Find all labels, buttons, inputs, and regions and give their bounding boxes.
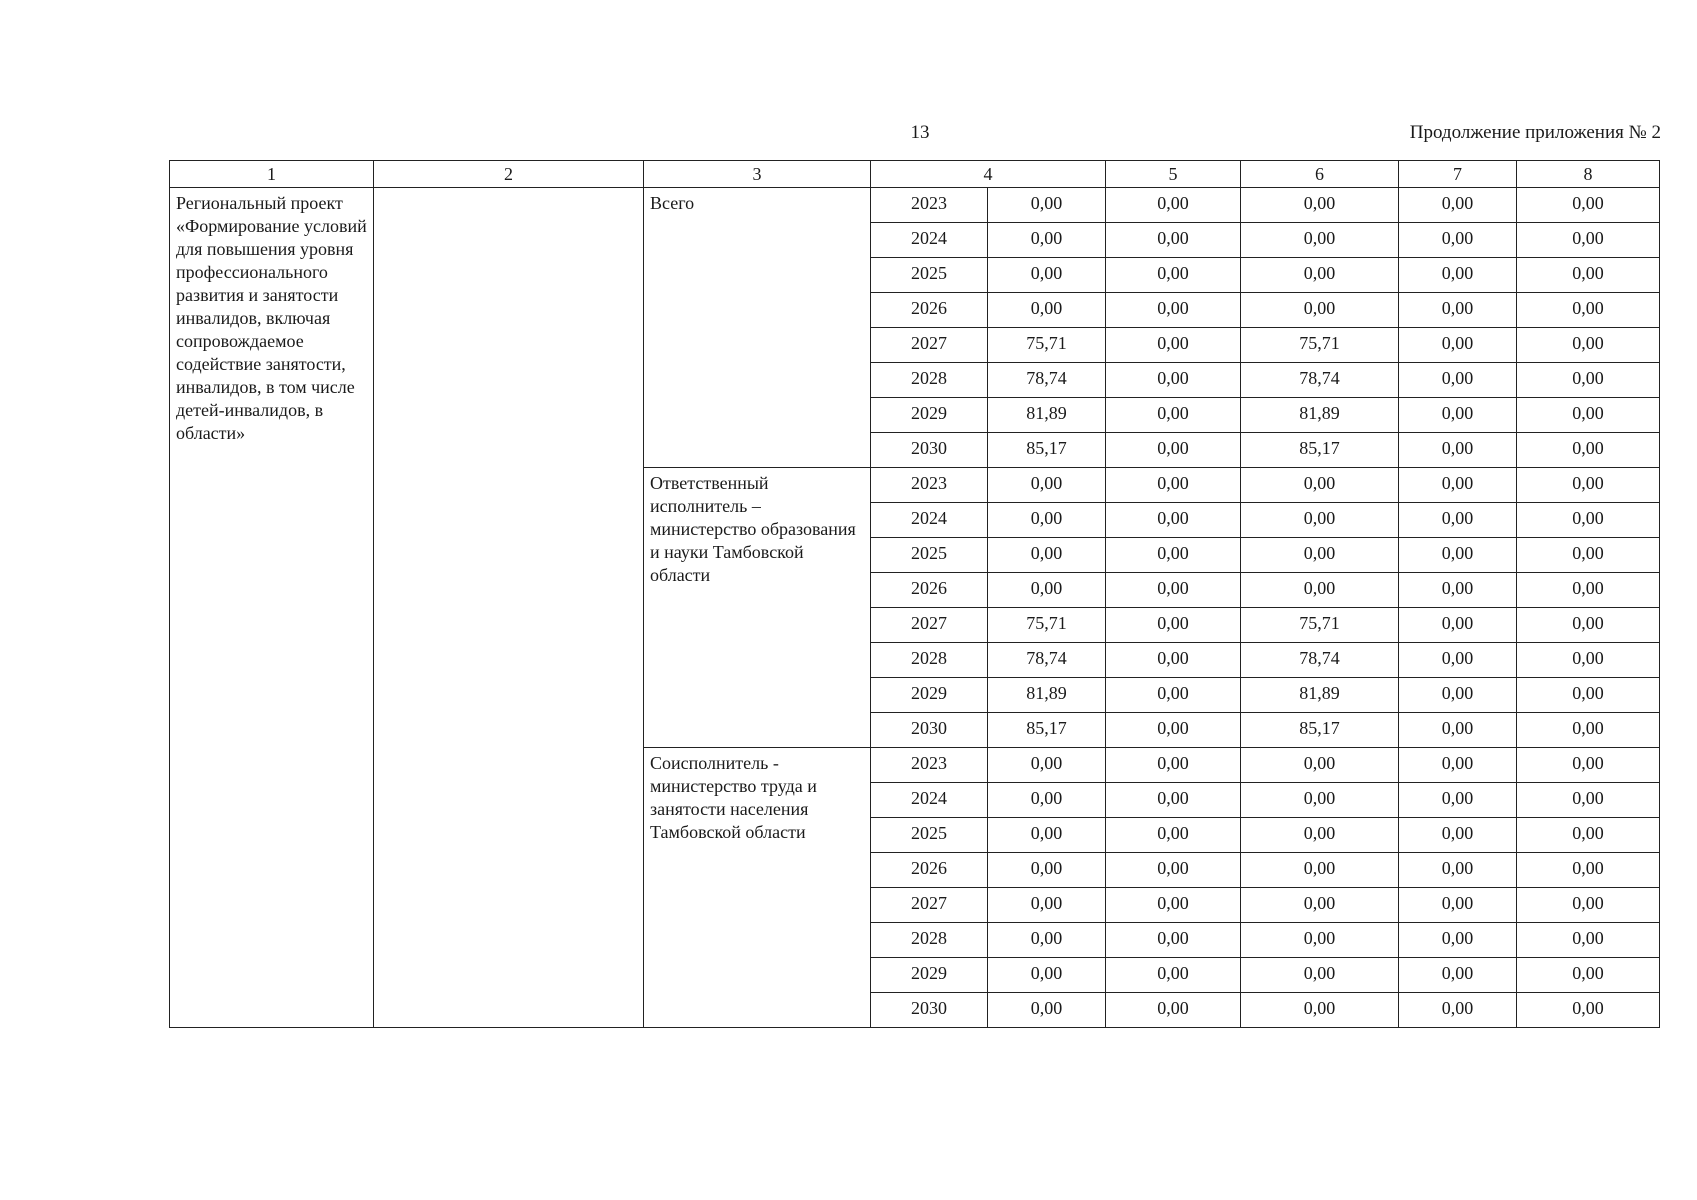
- column-4-value: 0,00: [988, 258, 1106, 293]
- column-4-value: 0,00: [988, 853, 1106, 888]
- column-header-2: 2: [374, 161, 644, 188]
- year-cell: 2026: [871, 853, 988, 888]
- column-8-value: 0,00: [1517, 223, 1660, 258]
- column-8-value: 0,00: [1517, 748, 1660, 783]
- column-4-value: 0,00: [988, 223, 1106, 258]
- year-cell: 2023: [871, 468, 988, 503]
- column-8-value: 0,00: [1517, 958, 1660, 993]
- column-7-value: 0,00: [1399, 713, 1517, 748]
- column-8-value: 0,00: [1517, 398, 1660, 433]
- column-5-value: 0,00: [1106, 538, 1241, 573]
- column-8-value: 0,00: [1517, 468, 1660, 503]
- column-6-value: 0,00: [1241, 468, 1399, 503]
- column-7-value: 0,00: [1399, 503, 1517, 538]
- column-6-value: 85,17: [1241, 713, 1399, 748]
- column-6-value: 78,74: [1241, 643, 1399, 678]
- column-5-value: 0,00: [1106, 853, 1241, 888]
- column-7-value: 0,00: [1399, 748, 1517, 783]
- year-cell: 2027: [871, 888, 988, 923]
- column-7-value: 0,00: [1399, 328, 1517, 363]
- year-cell: 2026: [871, 293, 988, 328]
- column-5-value: 0,00: [1106, 643, 1241, 678]
- column-7-value: 0,00: [1399, 923, 1517, 958]
- column-8-value: 0,00: [1517, 503, 1660, 538]
- column-4-value: 0,00: [988, 818, 1106, 853]
- column-7-value: 0,00: [1399, 573, 1517, 608]
- column-5-value: 0,00: [1106, 888, 1241, 923]
- column-6-value: 0,00: [1241, 258, 1399, 293]
- column-5-value: 0,00: [1106, 188, 1241, 223]
- column-7-value: 0,00: [1399, 433, 1517, 468]
- column-6-value: 81,89: [1241, 398, 1399, 433]
- column-7-value: 0,00: [1399, 888, 1517, 923]
- column-6-value: 0,00: [1241, 293, 1399, 328]
- year-cell: 2030: [871, 713, 988, 748]
- column-header-6: 6: [1241, 161, 1399, 188]
- column-4-value: 0,00: [988, 923, 1106, 958]
- column-4-value: 0,00: [988, 993, 1106, 1028]
- column-6-value: 78,74: [1241, 363, 1399, 398]
- column-7-value: 0,00: [1399, 853, 1517, 888]
- project-name-cell: Региональный проект «Формирование условий для повышения уровня профессионального развития и занятости инвалидов, включая сопровождаемое содействие занятости, инвалидов, в том числе детей-инвалидов, в области»: [170, 188, 374, 1028]
- column-8-value: 0,00: [1517, 188, 1660, 223]
- column-header-5: 5: [1106, 161, 1241, 188]
- column-4-value: 0,00: [988, 468, 1106, 503]
- year-cell: 2029: [871, 958, 988, 993]
- column-2-cell: [374, 188, 644, 1028]
- column-7-value: 0,00: [1399, 468, 1517, 503]
- column-8-value: 0,00: [1517, 818, 1660, 853]
- year-cell: 2025: [871, 258, 988, 293]
- column-8-value: 0,00: [1517, 363, 1660, 398]
- table-row: [170, 188, 1660, 223]
- column-6-value: 0,00: [1241, 888, 1399, 923]
- column-6-value: 81,89: [1241, 678, 1399, 713]
- group-label-cell: Всего: [644, 188, 871, 468]
- budget-table: [169, 160, 1660, 1028]
- column-5-value: 0,00: [1106, 398, 1241, 433]
- column-5-value: 0,00: [1106, 923, 1241, 958]
- column-5-value: 0,00: [1106, 468, 1241, 503]
- column-6-value: 0,00: [1241, 188, 1399, 223]
- column-8-value: 0,00: [1517, 293, 1660, 328]
- year-cell: 2029: [871, 398, 988, 433]
- column-4-value: 75,71: [988, 328, 1106, 363]
- column-6-value: 0,00: [1241, 223, 1399, 258]
- year-cell: 2024: [871, 503, 988, 538]
- column-5-value: 0,00: [1106, 573, 1241, 608]
- column-7-value: 0,00: [1399, 643, 1517, 678]
- column-5-value: 0,00: [1106, 258, 1241, 293]
- column-7-value: 0,00: [1399, 993, 1517, 1028]
- appendix-continuation-note: Продолжение приложения № 2: [1409, 122, 1661, 143]
- year-cell: 2023: [871, 748, 988, 783]
- column-4-value: 0,00: [988, 188, 1106, 223]
- year-cell: 2023: [871, 188, 988, 223]
- column-4-value: 0,00: [988, 293, 1106, 328]
- year-cell: 2028: [871, 643, 988, 678]
- column-6-value: 0,00: [1241, 923, 1399, 958]
- column-7-value: 0,00: [1399, 293, 1517, 328]
- column-5-value: 0,00: [1106, 713, 1241, 748]
- year-cell: 2028: [871, 923, 988, 958]
- column-4-value: 0,00: [988, 783, 1106, 818]
- column-7-value: 0,00: [1399, 363, 1517, 398]
- column-4-value: 78,74: [988, 643, 1106, 678]
- group-label-cell: Соисполнитель - министерство труда и занятости населения Тамбовской области: [644, 748, 871, 1028]
- column-5-value: 0,00: [1106, 293, 1241, 328]
- column-header-7: 7: [1399, 161, 1517, 188]
- column-5-value: 0,00: [1106, 433, 1241, 468]
- year-cell: 2027: [871, 328, 988, 363]
- column-5-value: 0,00: [1106, 783, 1241, 818]
- column-5-value: 0,00: [1106, 993, 1241, 1028]
- year-cell: 2025: [871, 818, 988, 853]
- column-5-value: 0,00: [1106, 958, 1241, 993]
- column-header-8: 8: [1517, 161, 1660, 188]
- column-5-value: 0,00: [1106, 328, 1241, 363]
- column-header-3: 3: [644, 161, 871, 188]
- column-4-value: 0,00: [988, 573, 1106, 608]
- column-7-value: 0,00: [1399, 958, 1517, 993]
- column-7-value: 0,00: [1399, 398, 1517, 433]
- column-8-value: 0,00: [1517, 993, 1660, 1028]
- column-5-value: 0,00: [1106, 678, 1241, 713]
- column-8-value: 0,00: [1517, 433, 1660, 468]
- year-cell: 2027: [871, 608, 988, 643]
- year-cell: 2029: [871, 678, 988, 713]
- column-header-1: 1: [170, 161, 374, 188]
- year-cell: 2024: [871, 783, 988, 818]
- column-6-value: 0,00: [1241, 818, 1399, 853]
- column-8-value: 0,00: [1517, 783, 1660, 818]
- column-7-value: 0,00: [1399, 818, 1517, 853]
- column-4-value: 0,00: [988, 503, 1106, 538]
- column-number-row: [170, 161, 1660, 188]
- column-8-value: 0,00: [1517, 608, 1660, 643]
- column-7-value: 0,00: [1399, 678, 1517, 713]
- column-8-value: 0,00: [1517, 328, 1660, 363]
- column-4-value: 0,00: [988, 538, 1106, 573]
- column-4-value: 0,00: [988, 888, 1106, 923]
- column-4-value: 0,00: [988, 748, 1106, 783]
- column-5-value: 0,00: [1106, 748, 1241, 783]
- column-6-value: 0,00: [1241, 748, 1399, 783]
- year-cell: 2026: [871, 573, 988, 608]
- column-header-4: 4: [871, 161, 1106, 188]
- column-6-value: 75,71: [1241, 608, 1399, 643]
- column-7-value: 0,00: [1399, 783, 1517, 818]
- column-8-value: 0,00: [1517, 853, 1660, 888]
- group-label-cell: Ответственный исполнитель – министерство образования и науки Тамбовской области: [644, 468, 871, 748]
- column-5-value: 0,00: [1106, 608, 1241, 643]
- page-number: 13: [910, 122, 930, 143]
- column-7-value: 0,00: [1399, 223, 1517, 258]
- column-8-value: 0,00: [1517, 573, 1660, 608]
- column-4-value: 81,89: [988, 678, 1106, 713]
- column-8-value: 0,00: [1517, 888, 1660, 923]
- year-cell: 2030: [871, 433, 988, 468]
- column-6-value: 0,00: [1241, 958, 1399, 993]
- column-8-value: 0,00: [1517, 538, 1660, 573]
- year-cell: 2025: [871, 538, 988, 573]
- column-5-value: 0,00: [1106, 363, 1241, 398]
- column-4-value: 0,00: [988, 958, 1106, 993]
- column-4-value: 85,17: [988, 433, 1106, 468]
- column-8-value: 0,00: [1517, 713, 1660, 748]
- column-8-value: 0,00: [1517, 923, 1660, 958]
- year-cell: 2030: [871, 993, 988, 1028]
- column-6-value: 0,00: [1241, 503, 1399, 538]
- year-cell: 2024: [871, 223, 988, 258]
- column-6-value: 0,00: [1241, 573, 1399, 608]
- year-cell: 2028: [871, 363, 988, 398]
- column-6-value: 85,17: [1241, 433, 1399, 468]
- column-8-value: 0,00: [1517, 643, 1660, 678]
- column-6-value: 0,00: [1241, 853, 1399, 888]
- column-6-value: 75,71: [1241, 328, 1399, 363]
- column-4-value: 85,17: [988, 713, 1106, 748]
- column-7-value: 0,00: [1399, 258, 1517, 293]
- column-4-value: 78,74: [988, 363, 1106, 398]
- column-5-value: 0,00: [1106, 223, 1241, 258]
- column-5-value: 0,00: [1106, 503, 1241, 538]
- column-6-value: 0,00: [1241, 783, 1399, 818]
- column-8-value: 0,00: [1517, 678, 1660, 713]
- column-7-value: 0,00: [1399, 188, 1517, 223]
- column-6-value: 0,00: [1241, 538, 1399, 573]
- column-6-value: 0,00: [1241, 993, 1399, 1028]
- column-5-value: 0,00: [1106, 818, 1241, 853]
- column-7-value: 0,00: [1399, 608, 1517, 643]
- column-4-value: 75,71: [988, 608, 1106, 643]
- column-4-value: 81,89: [988, 398, 1106, 433]
- column-7-value: 0,00: [1399, 538, 1517, 573]
- column-8-value: 0,00: [1517, 258, 1660, 293]
